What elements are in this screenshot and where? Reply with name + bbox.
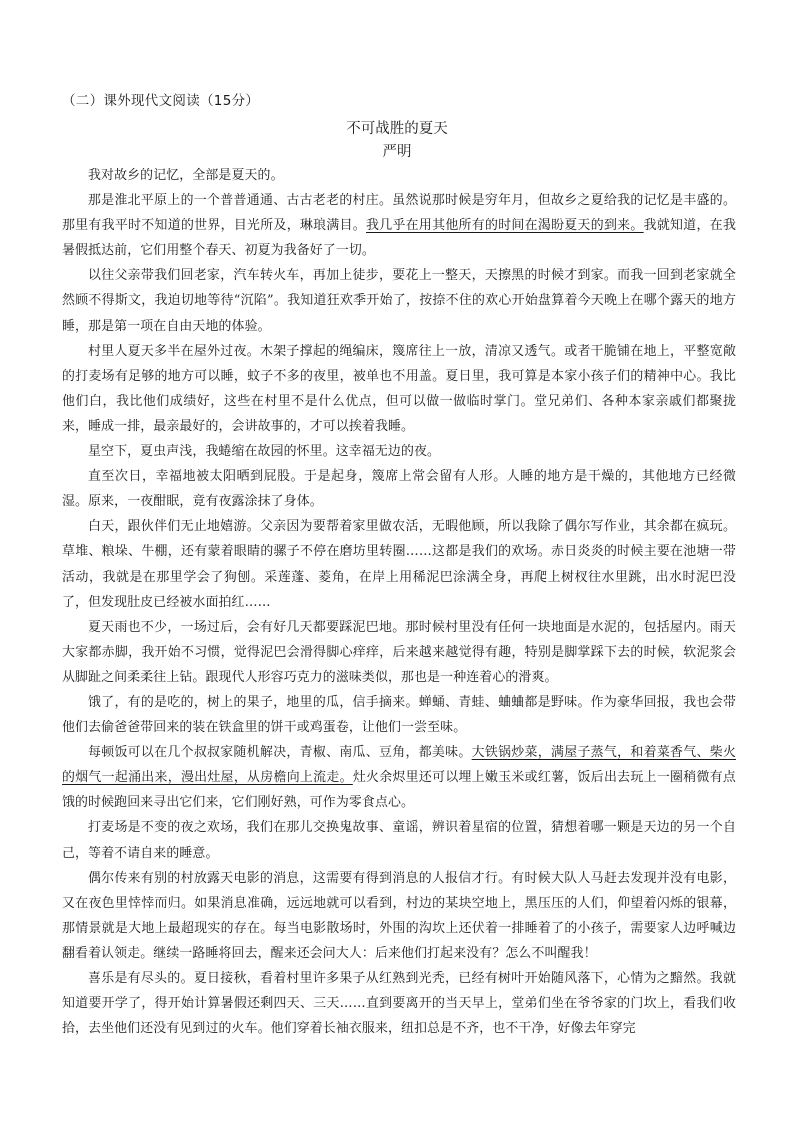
paragraph-4	[62, 339, 736, 439]
paragraph-8	[62, 615, 736, 690]
paragraph-5	[62, 439, 736, 464]
paragraph-13	[62, 966, 736, 1041]
paragraph-2	[62, 188, 736, 263]
paragraph-11	[62, 815, 736, 865]
paragraph-text: 夏天雨也不少，一场过后，会有好几天都要踩泥巴地。那时候村里没有任何一块地面是水泥的，包括屋内。雨天大家都赤脚，我开始不习惯，觉得泥巴会滑得脚心痒痒，后来越来越觉得有趣，特别是脚掌踩下去的时候，软泥浆会从脚趾之间柔柔往上钻。跟现代人形容巧克力的滋味类似，那也是一种连着心的滑爽。	[62, 619, 736, 685]
underlined-sentence: 我几乎在用其他所有的时间在渴盼夏天的到来。	[366, 218, 644, 234]
paragraph-text: 打麦场是不变的夜之欢场，我们在那儿交换鬼故事、童谣，辨识着星宿的位置，猜想着哪一颗是天边的另一个自己，等着不请自来的睡意。	[62, 820, 736, 861]
paragraph-12	[62, 866, 736, 966]
paragraph-1	[62, 163, 736, 188]
paragraph-text: 那是淮北平原上的一个普普通通、古古老老的村庄。虽然说那时候是穷年月，但故乡之夏给我的记忆是丰盛的。那里有我平时不知道的世界，目光所及，琳琅满目。	[62, 193, 736, 234]
paragraph-text: 喜乐是有尽头的。夏日接秋，看着村里许多果子从红熟到光秃，已经有树叶开始随风落下，心情为之黯然。我就知道要开学了，得开始计算暑假还剩四天、三天……直到要离开的当天早上，堂弟们坐在爷爷家的门坎上，看我们收拾，去坐他们还没有见到过的火车。他们穿着长袖衣服来，纽扣总是不齐，也不干净，好像去年穿完	[62, 971, 736, 1037]
article-body	[62, 163, 736, 1041]
paragraph-text: 白天，跟伙伴们无止地嬉游。父亲因为要帮着家里做农活，无暇他顾，所以我除了偶尔写作业，其余都在疯玩。草堆、粮垛、牛棚，还有蒙着眼睛的骡子不停在磨坊里转圈……这都是我们的欢场。赤日炎炎的时候主要在池塘一带活动，我就是在那里学会了狗刨。采莲蓬、菱角，在岸上用稀泥巴涂满全身，再爬上树杈往水里跳，出水时泥巴没了，但发现肚皮已经被水面拍红……	[62, 519, 736, 610]
paragraph-9	[62, 690, 736, 740]
underlined-sentence: 大铁锅炒菜，满屋子蒸气，和着菜香气、柴火的烟气一起涌出来，漫出灶屋，从房檐向上流走。	[62, 745, 736, 786]
paragraph-text: 以往父亲带我们回老家，汽车转火车，再加上徒步，要花上一整天，天擦黑的时候才到家。而我一回到老家就全然顾不得斯文，我迫切地等待“沉陷”。我知道狂欢季开始了，按捺不住的欢心开始盘算着今天晚上在哪个露天的地方睡，那是第一项在自由天地的体验。	[62, 268, 736, 334]
paragraph-text: 饿了，有的是吃的，树上的果子，地里的瓜，信手摘来。蝉蛹、青蛙、蛐蛐都是野味。作为豪华回报，我也会带他们去偷爸爸带回来的装在铁盒里的饼干或鸡蛋卷，让他们一尝至味。	[62, 694, 736, 736]
paragraph-6	[62, 464, 736, 514]
paragraph-3	[62, 263, 736, 338]
paragraph-text: 直至次日，幸福地被太阳晒到屁股。于是起身，篾席上常会留有人形。人睡的地方是干燥的，其他地方已经微湿。原来，一夜酣眠，竟有夜露涂抹了身体。	[62, 469, 736, 510]
paragraph-text: 星空下，夏虫声浅，我蜷缩在故园的怀里。这幸福无边的夜。	[88, 444, 441, 460]
paragraph-text: 我对故乡的记忆，全部是夏天的。	[88, 168, 284, 183]
paragraph-text: 村里人夏天多半在屋外过夜。木架子撑起的绳编床，篾席往上一放，清凉又透气。或者干脆铺在地上，平整宽敞的打麦场有足够的地方可以睡，蚊子不多的夜里，被单也不用盖。夏日里，我可算是本家小孩子们的精神中心。我比他们白，我比他们成绩好，这些在村里不是什么优点，但可以做一做临时掌门。堂兄弟们、各种本家亲戚们都聚拢来，睡成一排，最亲最好的，会讲故事的，才可以挨着我睡。	[62, 343, 736, 434]
article-author: 严明	[382, 144, 412, 160]
paragraph-text: 我就知道，在我暑假抵达前，它们用整个春天、初夏为我备好了一切。	[62, 218, 736, 259]
section-heading: （二）课外现代文阅读（15分）	[62, 93, 260, 109]
article-title: 不可战胜的夏天	[346, 121, 448, 137]
paragraph-text: 偶尔传来有别的村放露天电影的消息，这需要有得到消息的人报信才行。有时候大队人马赶去发现并没有电影，又在夜色里悻悻而归。如果消息准确，远远地就可以看到，村边的某块空地上，黑压压的人们，仰望着闪烁的银幕，那情景就是大地上最超现实的存在。每当电影散场时，外围的沟坎上还伏着一排睡着了的小孩子，需要家人边呼喊边翻看着认领走。继续一路睡将回去，醒来还会问大人：后来他们打起来没有？怎么不叫醒我！	[62, 870, 736, 961]
paragraph-7	[62, 514, 736, 614]
paragraph-10	[62, 740, 736, 815]
paragraph-text: 灶火余烬里还可以埋上嫩玉米或红薯，饭后出去玩上一圈稍微有点饿的时候跑回来寻出它们来，它们刚好熟，可作为零食点心。	[62, 770, 736, 811]
paragraph-text: 每顿饭可以在几个叔叔家随机解决，青椒、南瓜、豆角，都美味。	[88, 745, 472, 761]
